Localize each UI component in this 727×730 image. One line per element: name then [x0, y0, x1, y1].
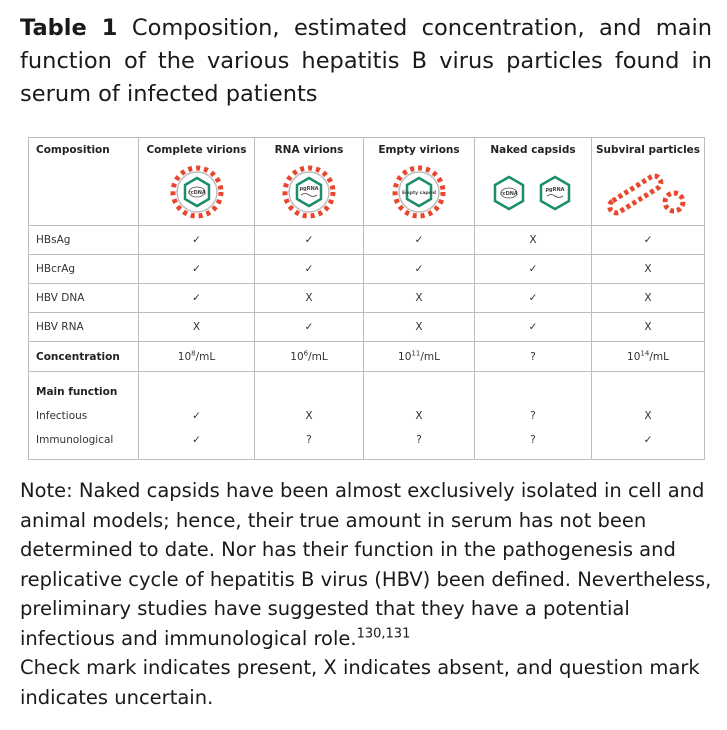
table-label: Table 1 [20, 15, 118, 41]
naked-pgrna-label: pgRNA [545, 187, 565, 193]
conc-base: 10 [398, 350, 412, 363]
concentration-cell [139, 342, 255, 372]
table-cell: ✓ [255, 226, 364, 255]
table-cell: ✓ [364, 255, 475, 284]
empty-capsid-label: Empty capsid [401, 191, 437, 196]
header-label: Complete virions [146, 144, 247, 156]
complete-virion-icon [160, 162, 234, 222]
naked-capsids-icon [487, 162, 579, 222]
row-label: Concentration [29, 342, 139, 372]
subviral-particles-icon [602, 162, 694, 222]
table-cell: ✓ [255, 255, 364, 284]
conc-unit: ? [530, 350, 536, 363]
table-cell: X [305, 410, 313, 422]
table-caption [20, 12, 712, 111]
naked-rcdna-label: rcDNA [500, 191, 518, 197]
hbv-particles-table [28, 137, 705, 460]
table-cell: X [644, 410, 652, 422]
row-label: Infectious [36, 410, 88, 422]
note-paragraph [20, 476, 712, 653]
table-cell: ? [306, 434, 312, 446]
function-cell [364, 372, 475, 460]
header-label: RNA virions [274, 144, 344, 156]
table-cell: ✓ [192, 434, 201, 446]
conc-exp: 11 [411, 349, 421, 357]
table-cell: X [592, 313, 705, 342]
table-cell: ? [416, 434, 422, 446]
table-cell: X [255, 284, 364, 313]
composition-header: Composition [29, 138, 139, 226]
table-cell: ? [530, 434, 536, 446]
column-header-subviral-particles [592, 138, 705, 226]
conc-exp: 6 [303, 349, 309, 357]
table-cell: ✓ [139, 226, 255, 255]
rna-virion-icon [272, 162, 346, 222]
main-function-labels [29, 372, 139, 460]
note-text: Note: Naked capsids have been almost exclusively isolated in cell and animal models; hence, their true amount in serum has not been determined to date. Nor has their function in the pathogenesis and replicative cycle of hepatitis B virus (HBV) been defined. Nevertheless, preliminary studies have suggested that they have a potential infectious and immunological role. [20, 479, 712, 650]
table-cell: X [364, 313, 475, 342]
row-label: HBV RNA [29, 313, 139, 342]
table-cell: X [592, 255, 705, 284]
table-cell: X [139, 313, 255, 342]
conc-exp: 8 [191, 349, 196, 357]
row-label: Immunological [36, 434, 114, 446]
conc-unit: /mL [195, 350, 216, 363]
table-row [29, 313, 705, 342]
row-label: HBV DNA [29, 284, 139, 313]
empty-virion-icon [382, 162, 456, 222]
function-cell [255, 372, 364, 460]
table-cell: ✓ [592, 226, 705, 255]
conc-base: 10 [627, 350, 641, 363]
concentration-cell [475, 342, 592, 372]
column-header-complete-virions [139, 138, 255, 226]
column-header-empty-virions [364, 138, 475, 226]
row-label: HBcrAg [29, 255, 139, 284]
caption-text: Composition, estimated concentration, and main function of the various hepatitis B virus particles found in serum of infected patients [20, 15, 712, 107]
note-legend: Check mark indicates present, X indicates absent, and question mark indicates uncertain. [20, 656, 700, 709]
table-cell: X [415, 410, 423, 422]
table-header-row [29, 138, 705, 226]
conc-base: 10 [177, 350, 192, 363]
table-cell: X [592, 284, 705, 313]
conc-unit: /mL [649, 350, 669, 363]
pgrna-label: pgRNA [299, 186, 319, 192]
table-cell: ✓ [139, 284, 255, 313]
conc-unit: /mL [420, 350, 440, 363]
table-cell: ✓ [643, 434, 653, 446]
table-cell: X [475, 226, 592, 255]
table-cell: ✓ [475, 313, 592, 342]
table-row [29, 284, 705, 313]
table-cell: ✓ [364, 226, 475, 255]
rcdna-label: rcDNA [187, 190, 206, 196]
conc-exp: 14 [640, 349, 650, 357]
header-label: Subviral particles [595, 144, 701, 156]
table-cell: ✓ [192, 410, 201, 422]
conc-base: 10 [290, 350, 304, 363]
header-label: Naked capsids [490, 144, 576, 156]
table-cell: ✓ [475, 284, 592, 313]
concentration-cell [364, 342, 475, 372]
concentration-cell [592, 342, 705, 372]
column-header-rna-virions [255, 138, 364, 226]
table-cell: ? [530, 410, 536, 422]
column-header-naked-capsids [475, 138, 592, 226]
header-label: Empty virions [378, 144, 460, 156]
function-cell [475, 372, 592, 460]
note-references: 130,131 [356, 626, 411, 641]
main-function-row [29, 372, 705, 460]
table-note [20, 476, 712, 712]
function-cell [139, 372, 255, 460]
table-row [29, 255, 705, 284]
concentration-cell [255, 342, 364, 372]
table-cell: ✓ [255, 313, 364, 342]
concentration-row [29, 342, 705, 372]
function-cell [592, 372, 705, 460]
table-cell: ✓ [139, 255, 255, 284]
table-cell: ✓ [475, 255, 592, 284]
conc-unit: /mL [308, 350, 328, 363]
main-function-header: Main function [36, 386, 118, 398]
row-label: HBsAg [29, 226, 139, 255]
table-row [29, 226, 705, 255]
table-cell: X [364, 284, 475, 313]
